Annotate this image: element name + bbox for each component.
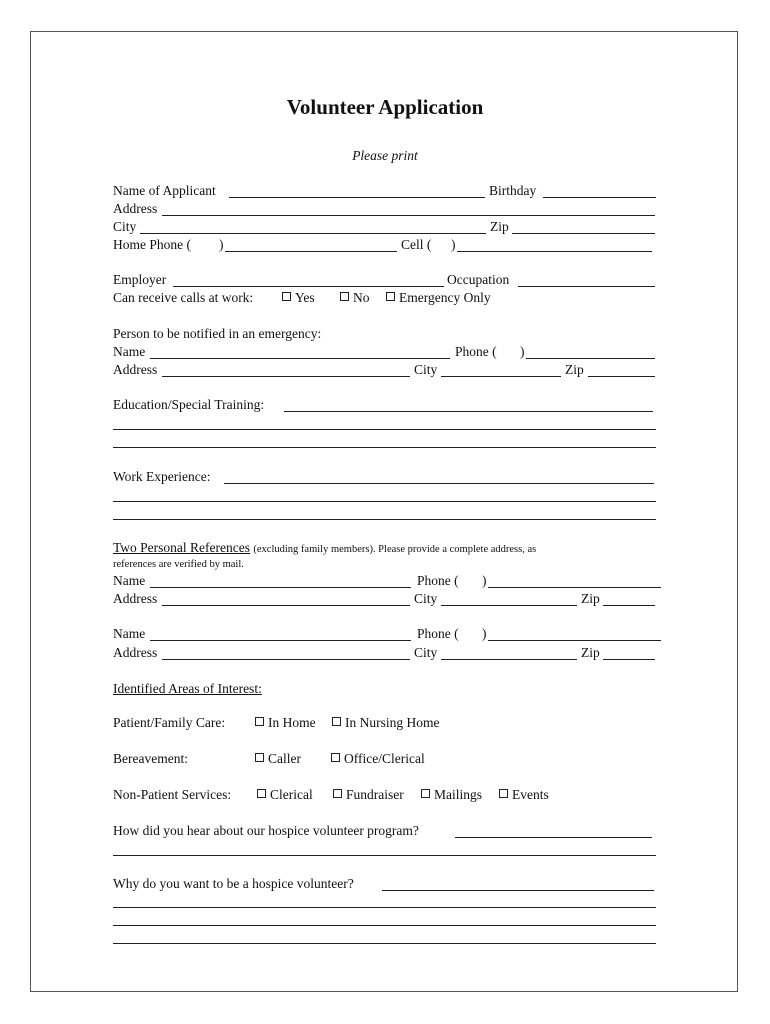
emergency-zip-field[interactable] [588,376,655,377]
events-option[interactable] [497,787,549,803]
education-line[interactable] [113,447,656,448]
interest-heading: Identified Areas of Interest: [113,681,262,696]
work-experience-label: Work Experience: [113,469,211,484]
reference-2-city-label: City [414,645,438,660]
checkbox-icon [257,789,266,798]
office-clerical-option[interactable] [329,751,425,767]
emergency-phone-paren: ) [520,344,525,359]
work-experience-line[interactable] [113,519,656,520]
why-volunteer-line[interactable] [113,907,656,908]
in-home-label: In Home [268,715,316,730]
emergency-heading: Person to be notified in an emergency: [113,326,322,341]
applicant-zip-field[interactable] [512,233,655,234]
applicant-city-label: City [113,219,137,234]
calls-no-option[interactable] [338,290,370,306]
checkbox-icon [332,717,341,726]
why-volunteer-line[interactable] [113,943,656,944]
in-nursing-home-label: In Nursing Home [345,715,440,730]
fundraiser-option[interactable] [331,787,404,803]
reference-1-phone-label: Phone ( [417,573,459,588]
in-nursing-home-option[interactable] [330,715,440,731]
why-volunteer-line[interactable] [113,925,656,926]
mailings-label: Mailings [434,787,483,802]
applicant-address-field[interactable] [162,215,655,216]
reference-2-zip-label: Zip [581,645,600,660]
birthday-label: Birthday [489,183,537,198]
references-note: (excluding family members). Please provide a complete address, as [253,544,537,555]
calls-at-work-label: Can receive calls at work: [113,290,254,305]
reference-2-city-field[interactable] [441,659,577,660]
clerical-label: Clerical [270,787,313,802]
calls-yes-option[interactable] [280,290,315,306]
education-field[interactable] [284,411,653,412]
in-home-option[interactable] [253,715,316,731]
home-phone-label: Home Phone ( [113,237,191,252]
checkbox-icon [255,717,264,726]
emergency-phone-field[interactable] [526,358,655,359]
applicant-address-label: Address [113,201,158,216]
reference-2-name-label: Name [113,626,146,641]
checkbox-icon [499,789,508,798]
reference-1-address-label: Address [113,591,158,606]
calls-no-label: No [353,290,370,305]
cell-paren: ) [451,237,456,252]
non-patient-label: Non-Patient Services: [113,787,232,802]
form-subtitle: Please print [352,148,418,163]
reference-1-city-field[interactable] [441,605,577,606]
calls-yes-label: Yes [295,290,315,305]
mailings-option[interactable] [419,787,482,803]
occupation-field[interactable] [518,286,655,287]
reference-1-name-field[interactable] [150,587,411,588]
cell-label: Cell ( [401,237,432,252]
checkbox-icon [386,292,395,301]
fundraiser-label: Fundraiser [346,787,404,802]
why-volunteer-label: Why do you want to be a hospice volunteer? [113,876,354,891]
reference-1-zip-field[interactable] [603,605,655,606]
emergency-name-label: Name [113,344,146,359]
occupation-label: Occupation [447,272,510,287]
work-experience-line[interactable] [113,501,656,502]
reference-2-phone-label: Phone ( [417,626,459,641]
emergency-name-field[interactable] [150,358,450,359]
checkbox-icon [340,292,349,301]
calls-emergency-label: Emergency Only [399,290,491,305]
applicant-zip-label: Zip [490,219,509,234]
calls-emergency-option[interactable] [384,290,491,306]
reference-2-address-label: Address [113,645,158,660]
home-phone-paren: ) [219,237,224,252]
reference-1-phone-paren: ) [482,573,487,588]
references-note-cont: references are verified by mail. [113,559,244,570]
checkbox-icon [282,292,291,301]
emergency-city-label: City [414,362,438,377]
events-label: Events [512,787,549,802]
emergency-address-label: Address [113,362,158,377]
emergency-address-field[interactable] [162,376,410,377]
reference-2-name-field[interactable] [150,640,411,641]
cell-field[interactable] [457,251,652,252]
reference-1-address-field[interactable] [162,605,410,606]
hear-about-label: How did you hear about our hospice volunteer program? [113,823,419,838]
reference-2-phone-paren: ) [482,626,487,641]
checkbox-icon [255,753,264,762]
caller-option[interactable] [253,751,301,767]
birthday-field[interactable] [543,197,656,198]
employer-field[interactable] [173,286,444,287]
applicant-city-field[interactable] [140,233,486,234]
emergency-zip-label: Zip [565,362,584,377]
reference-2-address-field[interactable] [162,659,410,660]
education-line[interactable] [113,429,656,430]
clerical-option[interactable] [255,787,313,803]
bereavement-label: Bereavement: [113,751,188,766]
office-clerical-label: Office/Clerical [344,751,425,766]
reference-1-city-label: City [414,591,438,606]
references-title: Two Personal References [113,540,251,555]
hear-about-line[interactable] [113,855,656,856]
employer-label: Employer [113,272,167,287]
caller-label: Caller [268,751,301,766]
reference-2-zip-field[interactable] [603,659,655,660]
reference-1-phone-field[interactable] [488,587,661,588]
hear-about-field[interactable] [455,837,652,838]
checkbox-icon [331,753,340,762]
work-experience-field[interactable] [224,483,654,484]
why-volunteer-field[interactable] [382,890,654,891]
checkbox-icon [333,789,342,798]
patient-care-label: Patient/Family Care: [113,715,226,730]
applicant-name-field[interactable] [229,197,485,198]
emergency-city-field[interactable] [441,376,561,377]
reference-1-zip-label: Zip [581,591,600,606]
checkbox-icon [421,789,430,798]
reference-2-phone-field[interactable] [488,640,661,641]
applicant-name-label: Name of Applicant [113,183,216,198]
emergency-phone-label: Phone ( [455,344,497,359]
form-title: Volunteer Application [286,95,484,119]
form-page [30,31,738,992]
reference-1-name-label: Name [113,573,146,588]
home-phone-field[interactable] [225,251,397,252]
references-heading [113,540,536,558]
education-label: Education/Special Training: [113,397,265,412]
